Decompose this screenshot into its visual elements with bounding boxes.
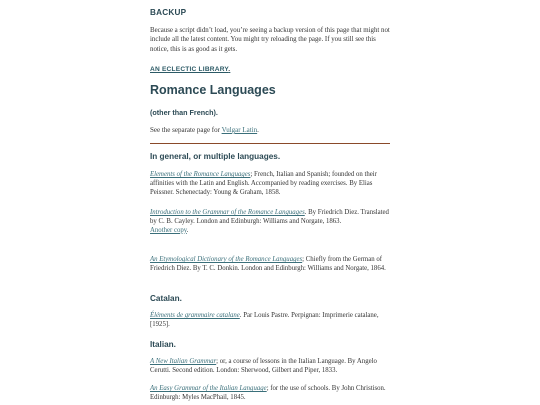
book-description: . By Friedrich Diez. Translated by C. B. Cayley. London and Edinburgh: Williams and Norgate, 1863. bbox=[150, 209, 389, 225]
book-entry bbox=[150, 209, 390, 235]
section-divider bbox=[150, 143, 390, 144]
book-description: ; for the use of schools. By John Christison. Edinburgh: Myles MacPhail, 1845. bbox=[150, 385, 386, 401]
another-copy-suffix: . bbox=[186, 226, 189, 234]
backup-notice-text: Because a script didn’t load, you’re seeing a backup version of this page that might not include all the latest content. You might try reloading the page. If you still see this notice, this is as good as it gets. bbox=[150, 27, 390, 53]
section-heading-catalan: Catalan. bbox=[150, 294, 182, 303]
book-link[interactable]: A New Italian Grammar bbox=[150, 358, 217, 365]
book-entry bbox=[150, 312, 390, 330]
book-link[interactable]: An Etymological Dictionary of the Romance Languages bbox=[150, 256, 303, 263]
another-copy-link[interactable]: Another copy bbox=[150, 226, 187, 234]
book-description: . Par Louis Pastre. Perpignan: Imprimerie catalane, [1925]. bbox=[150, 312, 379, 328]
library-home-link[interactable]: AN ECLECTIC LIBRARY bbox=[150, 66, 229, 73]
vulgar-latin-link[interactable]: Vulgar Latin bbox=[221, 126, 258, 134]
section-heading-general: In general, or multiple languages. bbox=[150, 152, 281, 161]
backup-notice-title: BACKUP bbox=[150, 8, 187, 17]
see-also-prefix: See the separate page for bbox=[150, 126, 222, 134]
book-description: ; French, Italian and Spanish; founded on their affinities with the Latin and English. Accompanied by reading exercises. By Elias Peissner. Schenectady: Young & Graham, 1858. bbox=[150, 171, 377, 196]
page-title: Romance Languages bbox=[150, 83, 276, 97]
see-also-line bbox=[150, 126, 259, 134]
book-entry bbox=[150, 256, 390, 274]
see-also-suffix: . bbox=[257, 126, 259, 134]
book-link[interactable]: Introduction to the Grammar of the Romance Languages bbox=[150, 209, 305, 216]
library-link-suffix: . bbox=[228, 66, 231, 73]
book-entry bbox=[150, 358, 390, 376]
book-link[interactable]: Éléments de grammaire catalane bbox=[150, 312, 240, 319]
book-link[interactable]: Elements of the Romance Languages bbox=[150, 171, 251, 178]
book-description: ; Chiefly from the German of Friedrich Diez. By T. C. Donkin. London and Edinburgh: Williams and Norgate, 1864. bbox=[150, 256, 386, 272]
page-subtitle: (other than French). bbox=[150, 108, 218, 117]
section-heading-italian: Italian. bbox=[150, 340, 176, 349]
book-description: ; or, a course of lessons in the Italian Language. By Angelo Cerutti. Second edition. London: Sherwood, Gilbert and Piper, 1833. bbox=[150, 358, 377, 374]
book-entry bbox=[150, 385, 390, 403]
book-entry bbox=[150, 171, 390, 197]
library-home-link-wrap bbox=[150, 66, 230, 73]
book-link[interactable]: An Easy Grammar of the Italian Language bbox=[150, 385, 267, 392]
